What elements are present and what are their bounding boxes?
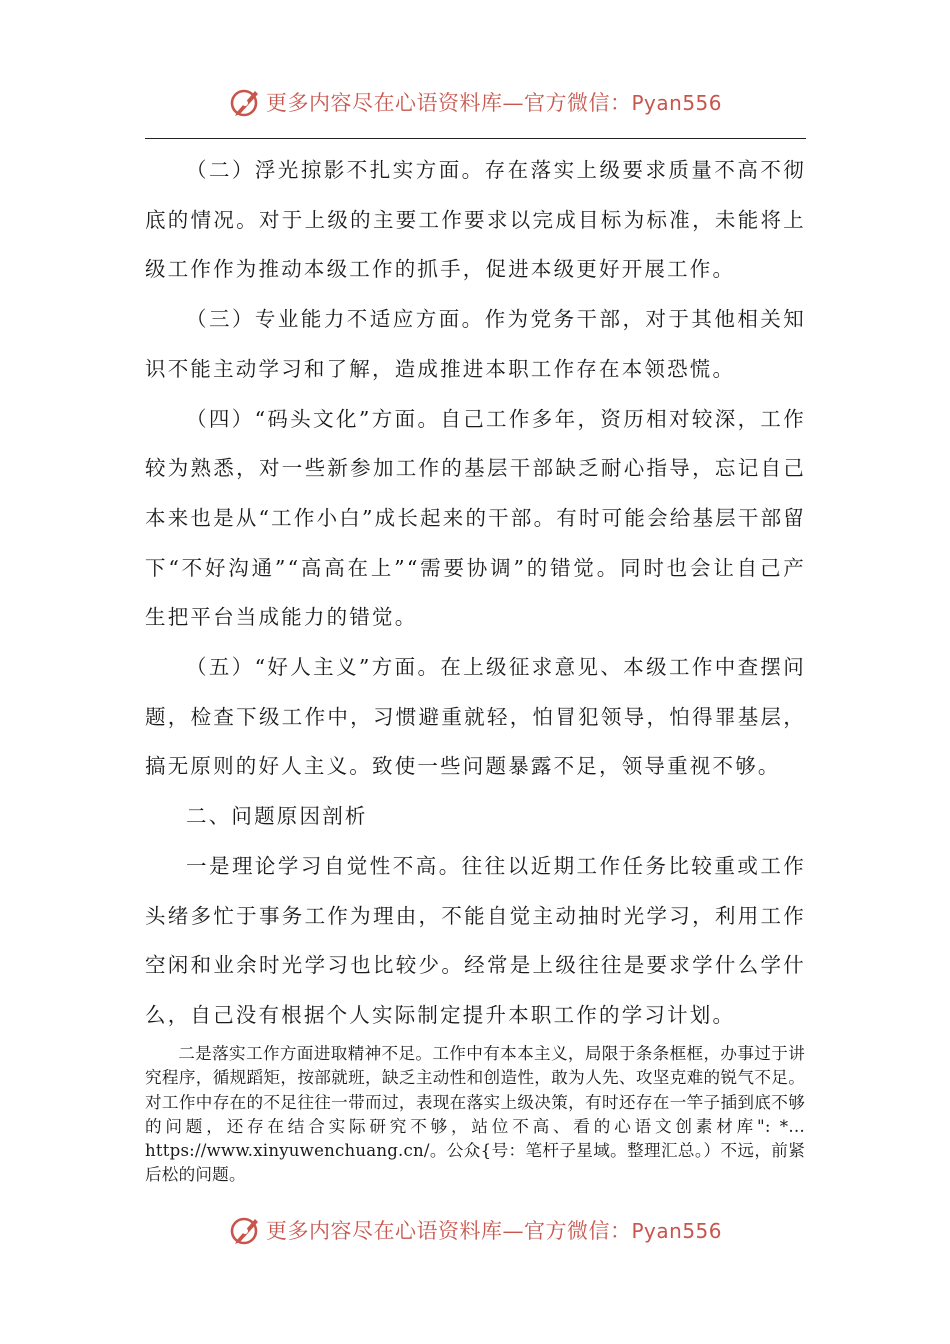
pen-in-circle-icon [228, 85, 262, 119]
paragraph-2: （二）浮光掠影不扎实方面。存在落实上级要求质量不高不彻底的情况。对于上级的主要工作要求以完成目标为标准，未能将上级工作作为推动本级工作的抓手，促进本级更好开展工作。 [145, 158, 806, 282]
paragraph-4: （四）“码头文化”方面。自己工作多年，资历相对较深，工作较为熟悉，对一些新参加工作的基层干部缺乏耐心指导，忘记自己本来也是从“工作小白”成长起来的干部。有时可能会给基层干部留下“不好沟通”“高高在上”“需要协调”的错觉。同时也会让自己产生把平台当成能力的错觉。 [145, 406, 806, 630]
header-banner [0, 82, 950, 122]
document-body [145, 146, 806, 1041]
paragraph-cause-1: 一是理论学习自觉性不高。往往以近期工作任务比较重或工作头绪多忙于事务工作为理由，不能自觉主动抽时光学习，利用工作空闲和业余时光学习也比较少。经常是上级往往是要求学什么学什么，自己没有根据个人实际制定提升本职工作的学习计划。 [145, 853, 806, 1027]
header-rule [145, 138, 806, 139]
pen-in-circle-icon [228, 1213, 262, 1247]
paragraph-cause-2: 二是落实工作方面进取精神不足。工作中有本本主义，局限于条条框框，办事过于讲究程序，循规蹈矩，按部就班，缺乏主动性和创造性，敢为人先、攻坚克难的锐气不足。对工作中存在的不足往往一带而过，表现在落实上级决策，有时还存在一竿子插到底不够的问题，还存在结合实际研究不够，站位不高、看的心语文创素材库": *…https://www.xinyuwenchuang.cn/。公众{号：笔杆子星域。整理汇总。）不远，前紧后松的问题。 [145, 1044, 805, 1185]
header-banner-text: 更多内容尽在心语资料库—官方微信：Pyan556 [265, 91, 722, 115]
small-paragraph-block [145, 1042, 805, 1188]
footer-banner [0, 1210, 950, 1250]
footer-wechat-id: Pyan556 [631, 1219, 722, 1243]
footer-banner-text: 更多内容尽在心语资料库—官方微信：Pyan556 [265, 1219, 722, 1243]
section-heading: 二、问题原因剖析 [186, 804, 368, 829]
paragraph-3: （三）专业能力不适应方面。作为党务干部，对于其他相关知识不能主动学习和了解，造成推进本职工作存在本领恐慌。 [145, 307, 806, 381]
paragraph-5: （五）“好人主义”方面。在上级征求意见、本级工作中查摆问题，检查下级工作中，习惯避重就轻，怕冒犯领导，怕得罪基层，搞无原则的好人主义。致使一些问题暴露不足，领导重视不够。 [145, 655, 806, 779]
header-wechat-id: Pyan556 [631, 91, 722, 115]
